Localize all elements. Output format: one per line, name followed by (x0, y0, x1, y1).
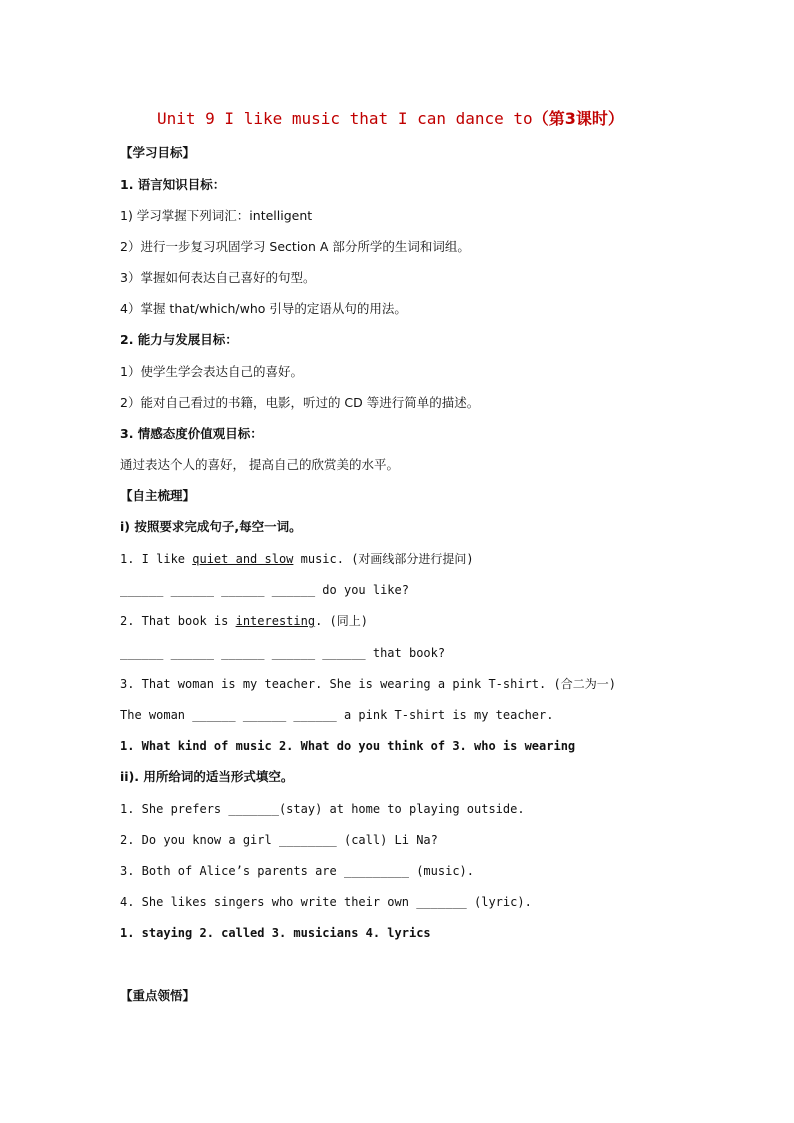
part1-heading: i) 按照要求完成句子,每空一词。 (120, 519, 302, 534)
question-text: 1. I like (120, 552, 193, 566)
exercise-question: 3. Both of Alice’s parents are _________ (music). (120, 864, 475, 878)
page-title (157, 106, 624, 129)
goal1-item: 2）进行一步复习巩固学习 Section A 部分所学的生词和词组。 (120, 239, 470, 254)
answer-blank-line: The woman ______ ______ ______ a pink T-shirt is my teacher. (120, 708, 554, 722)
exercise-question (120, 612, 368, 630)
goal2-item: 1）使学生学会表达自己的喜好。 (120, 364, 303, 379)
part2-heading: ii). 用所给词的适当形式填空。 (120, 769, 294, 784)
goal3-heading: 3. 情感态度价值观目标： (120, 426, 263, 441)
question-text: . (同上) (315, 614, 368, 628)
question-text: music. (对画线部分进行提问) (293, 552, 474, 566)
exercise-question: 2. Do you know a girl ________ (call) Li Na? (120, 833, 438, 847)
section-heading-review: 【自主梳理】 (120, 488, 196, 503)
section-heading-key-points: 【重点领悟】 (120, 988, 196, 1003)
section-heading-goals: 【学习目标】 (120, 145, 196, 160)
goal3-text: 通过表达个人的喜好， 提高自己的欣赏美的水平。 (120, 457, 399, 472)
exercise-question: 4. She likes singers who write their own _______ (lyric). (120, 895, 532, 909)
part1-answers: 1. What kind of music 2. What do you think of 3. who is wearing (120, 739, 576, 753)
title-lesson-number: （第3课时） (532, 109, 624, 128)
question-text: 2. That book is (120, 614, 236, 628)
underlined-phrase: quiet and slow (192, 552, 294, 566)
answer-blank-line: ______ ______ ______ ______ ______ that book? (120, 646, 446, 660)
goal1-item: 4）掌握 that/which/who 引导的定语从句的用法。 (120, 301, 407, 316)
title-english: Unit 9 I like music that I can dance to (157, 109, 533, 128)
exercise-question: 1. She prefers _______(stay) at home to playing outside. (120, 802, 525, 816)
goal1-item: 3）掌握如何表达自己喜好的句型。 (120, 270, 316, 285)
part2-answers: 1. staying 2. called 3. musicians 4. lyrics (120, 926, 431, 940)
goal2-heading: 2. 能力与发展目标： (120, 332, 238, 347)
exercise-question: 3. That woman is my teacher. She is wearing a pink T-shirt. (合二为一) (120, 677, 616, 691)
goal1-item: 1) 学习掌握下列词汇：intelligent (120, 208, 313, 223)
goal1-heading: 1. 语言知识目标： (120, 177, 226, 192)
underlined-phrase: interesting (235, 614, 316, 628)
goal2-item: 2）能对自己看过的书籍，电影，听过的 CD 等进行简单的描述。 (120, 395, 480, 410)
answer-blank-line: ______ ______ ______ ______ do you like? (120, 583, 409, 597)
exercise-question (120, 550, 474, 568)
